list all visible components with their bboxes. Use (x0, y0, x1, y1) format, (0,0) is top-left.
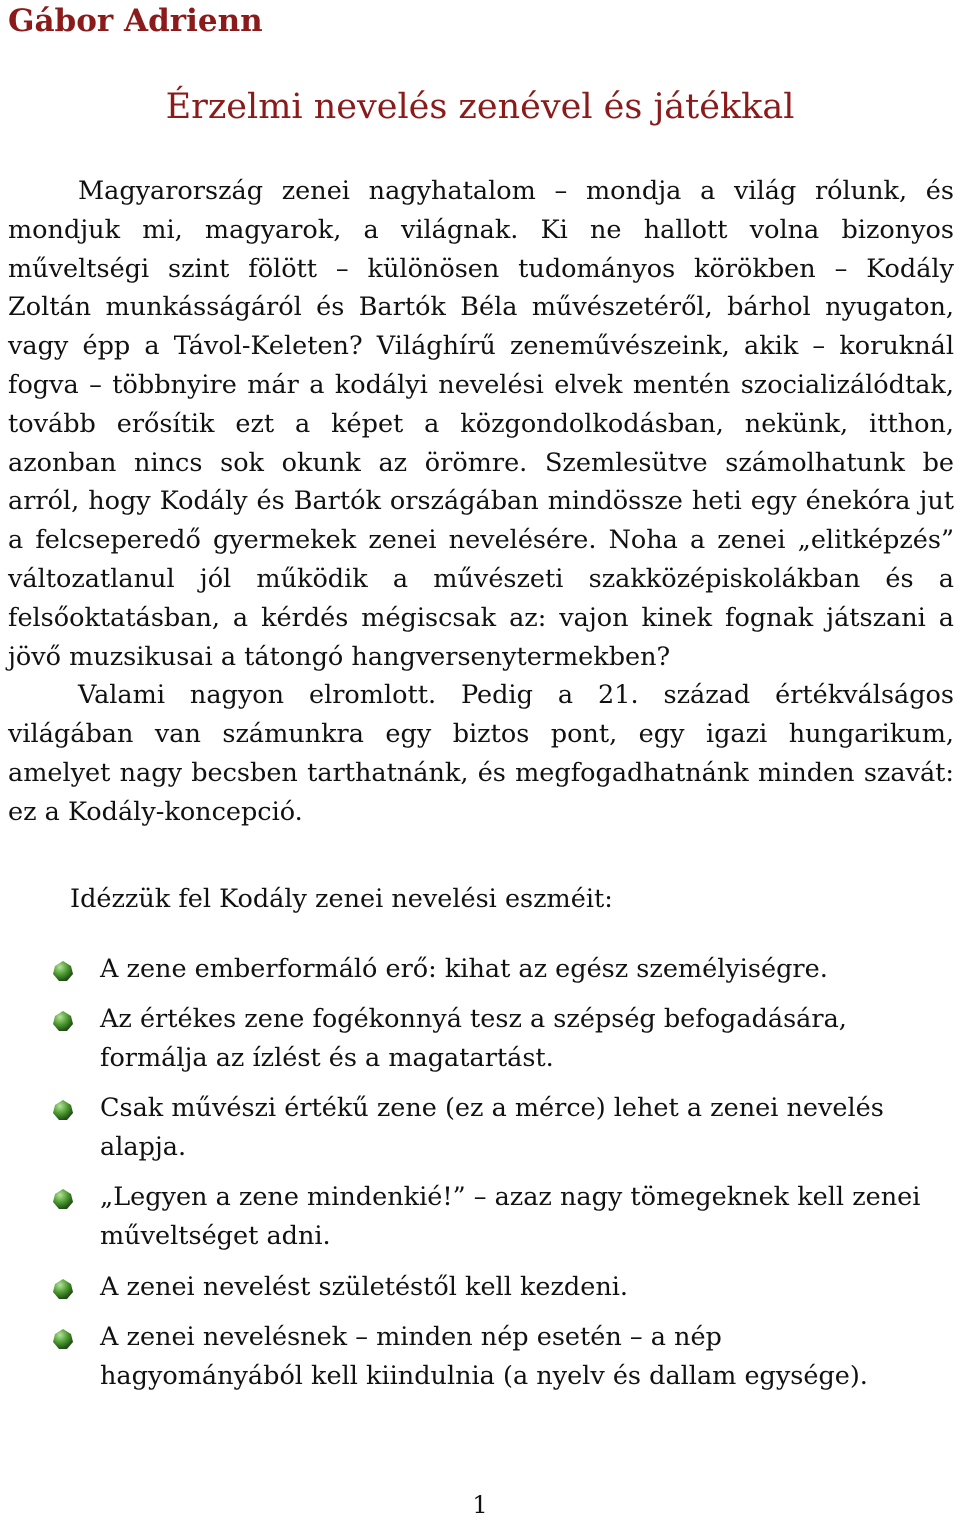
author-name: Gábor Adrienn (8, 3, 263, 39)
green-gem-bullet-icon (52, 1099, 74, 1121)
bullet-intro: Idézzük fel Kodály zenei nevelési eszméit: (70, 884, 613, 914)
list-item-text: „Legyen a zene mindenkié!” – azaz nagy tömegeknek kell zenei műveltséget adni. (100, 1182, 921, 1252)
green-gem-bullet-icon (52, 1010, 74, 1032)
list-item-text: Az értékes zene fogékonnyá tesz a szépség befogadására, formálja az ízlést és a magatartást. (100, 1004, 847, 1074)
list-item-text: Csak művészi értékű zene (ez a mérce) lehet a zenei nevelés alapja. (100, 1093, 884, 1163)
list-item (0, 1318, 960, 1396)
green-gem-bullet-icon (52, 960, 74, 982)
page-number: 1 (472, 1491, 488, 1519)
list-item-text: A zenei nevelésnek – minden nép esetén – a nép hagyományából kell kiindulnia (a nyelv és dallam egysége). (100, 1321, 868, 1391)
list-item (0, 1268, 960, 1307)
document-title: Érzelmi nevelés zenével és játékkal (165, 87, 795, 127)
green-gem-bullet-icon (52, 1328, 74, 1350)
paragraph-1: Magyarország zenei nagyhatalom – mondja a világ rólunk, és mondjuk mi, magyarok, a világnak. Ki ne hallott volna bizonyos műveltségi szint fölött – különösen tudományos körökben – Kodály Zoltán munkásságáról és Bartók Béla művészetéről, bárhol nyugaton, vagy épp a Távol-Keleten? Világhírű zeneművészeink, akik – koruknál fogva – többnyire már a kodályi nevelési elvek mentén szocializálódtak, tovább erősítik ezt a képet a közgondolkodásban, nekünk, itthon, azonban nincs sok okunk az örömre. Szemlesütve számolhatunk be arról, hogy Kodály és Bartók országában mindössze heti egy énekóra jut a felcseperedő gyermekek zenei nevelésére. Noha a zenei „elitképzés” változatlanul jól működik a művészeti szakközépiskolákban és a felsőoktatásban, a kérdés mégiscsak az: vajon kinek fognak játszani a jövő muzsikusai a tátongó hangversenytermekben? (8, 176, 954, 672)
principles-list (0, 950, 960, 1407)
list-item (0, 1178, 960, 1256)
paragraph-2: Valami nagyon elromlott. Pedig a 21. század értékválságos világában van számunkra egy biztos pont, egy igazi hungarikum, amelyet nagy becsben tarthatnánk, és megfogadhatnánk minden szavát: ez a Kodály-koncepció. (8, 680, 954, 827)
list-item (0, 1000, 960, 1078)
body-text (8, 172, 954, 832)
list-item-text: A zenei nevelést születéstől kell kezdeni. (100, 1271, 629, 1302)
green-gem-bullet-icon (52, 1278, 74, 1300)
list-item-text: A zene emberformáló erő: kihat az egész személyiségre. (100, 954, 828, 984)
green-gem-bullet-icon (52, 1188, 74, 1210)
list-item (0, 950, 960, 989)
list-item (0, 1089, 960, 1167)
